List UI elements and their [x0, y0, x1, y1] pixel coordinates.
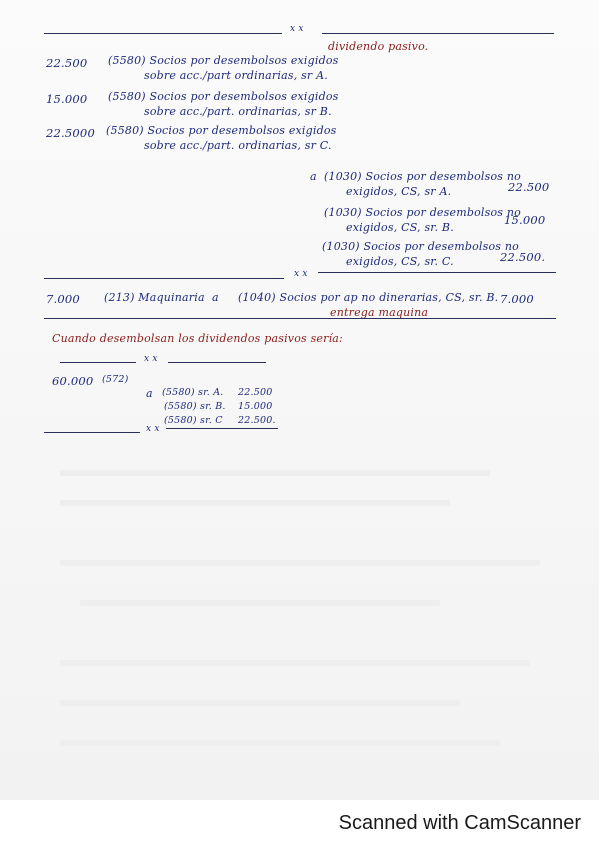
debit-account-detail: sobre acc./part ordinarias, sr A. [144, 69, 328, 82]
entry-note: dividendo pasivo. [328, 40, 429, 53]
credit-account-detail: exigidos, CS, sr. B. [346, 221, 454, 234]
credit-prefix: a [212, 291, 219, 304]
debit-amount: 22.5000 [46, 126, 95, 140]
scanner-footer [0, 800, 599, 848]
bleed-through-line [60, 500, 450, 506]
separator-rule-right [166, 428, 278, 429]
debit-account-detail: sobre acc./part. ordinarias, sr B. [144, 105, 332, 118]
separator-rule-left [44, 432, 140, 433]
camscanner-watermark: Scanned with CamScanner [338, 812, 581, 834]
debit-account: (213) Maquinaria [104, 291, 205, 304]
credit-amount: 22.500. [500, 250, 546, 264]
credit-amount: 22.500 [508, 180, 550, 194]
debit-account: (5580) Socios por desembolsos exigidos [106, 124, 337, 137]
separator-rule-left [44, 278, 284, 279]
debit-account: (5580) Socios por desembolsos exigidos [108, 90, 339, 103]
credit-amount: 15.000 [238, 401, 273, 412]
credit-account: (5580) sr. C [164, 415, 223, 426]
credit-account: (5580) sr. B. [164, 401, 226, 412]
credit-prefix: a [310, 170, 317, 183]
explanation-note: Cuando desembolsan los dividendos pasivos sería: [52, 332, 343, 345]
debit-amount: 22.500 [46, 56, 88, 70]
debit-amount: 7.000 [46, 292, 80, 306]
credit-account-detail: exigidos, CS, sr. C. [346, 255, 454, 268]
debit-amount: 15.000 [46, 92, 88, 106]
credit-account: (1030) Socios por desembolsos no [324, 206, 521, 219]
separator-rule-right [318, 272, 556, 273]
separator-mark: x x [146, 424, 160, 434]
separator-rule-left [60, 362, 136, 363]
separator-mark: x x [294, 269, 308, 279]
separator-rule-left [44, 33, 282, 34]
separator-mark: x x [290, 24, 304, 34]
bleed-through-line [60, 470, 490, 476]
bleed-through-line [80, 600, 440, 606]
debit-account: (5580) Socios por desembolsos exigidos [108, 54, 339, 67]
credit-account: (1030) Socios por desembolsos no [324, 170, 521, 183]
credit-account-detail: exigidos, CS, sr A. [346, 185, 452, 198]
credit-amount: 7.000 [500, 292, 534, 306]
separator-mark: x x [144, 354, 158, 364]
bleed-through-line [60, 660, 530, 666]
credit-account: (1030) Socios por desembolsos no [322, 240, 519, 253]
separator-rule [44, 318, 556, 319]
credit-account: (5580) sr. A. [162, 387, 224, 398]
bleed-through-line [60, 700, 460, 706]
separator-rule-right [168, 362, 266, 363]
bleed-through-line [60, 560, 540, 566]
debit-amount: 60.000 [52, 374, 94, 388]
credit-amount: 15.000 [504, 213, 546, 227]
credit-amount: 22.500 [238, 387, 273, 398]
separator-rule-right [322, 33, 554, 34]
debit-account: (572) [102, 374, 129, 385]
entry-note: entrega maquina [330, 306, 429, 319]
debit-account-detail: sobre acc./part. ordinarias, sr C. [144, 139, 332, 152]
bleed-through-line [60, 740, 500, 746]
credit-account: (1040) Socios por ap no dinerarias, CS, sr. B. [238, 291, 499, 304]
credit-amount: 22.500. [238, 415, 276, 426]
credit-prefix: a [146, 387, 153, 400]
